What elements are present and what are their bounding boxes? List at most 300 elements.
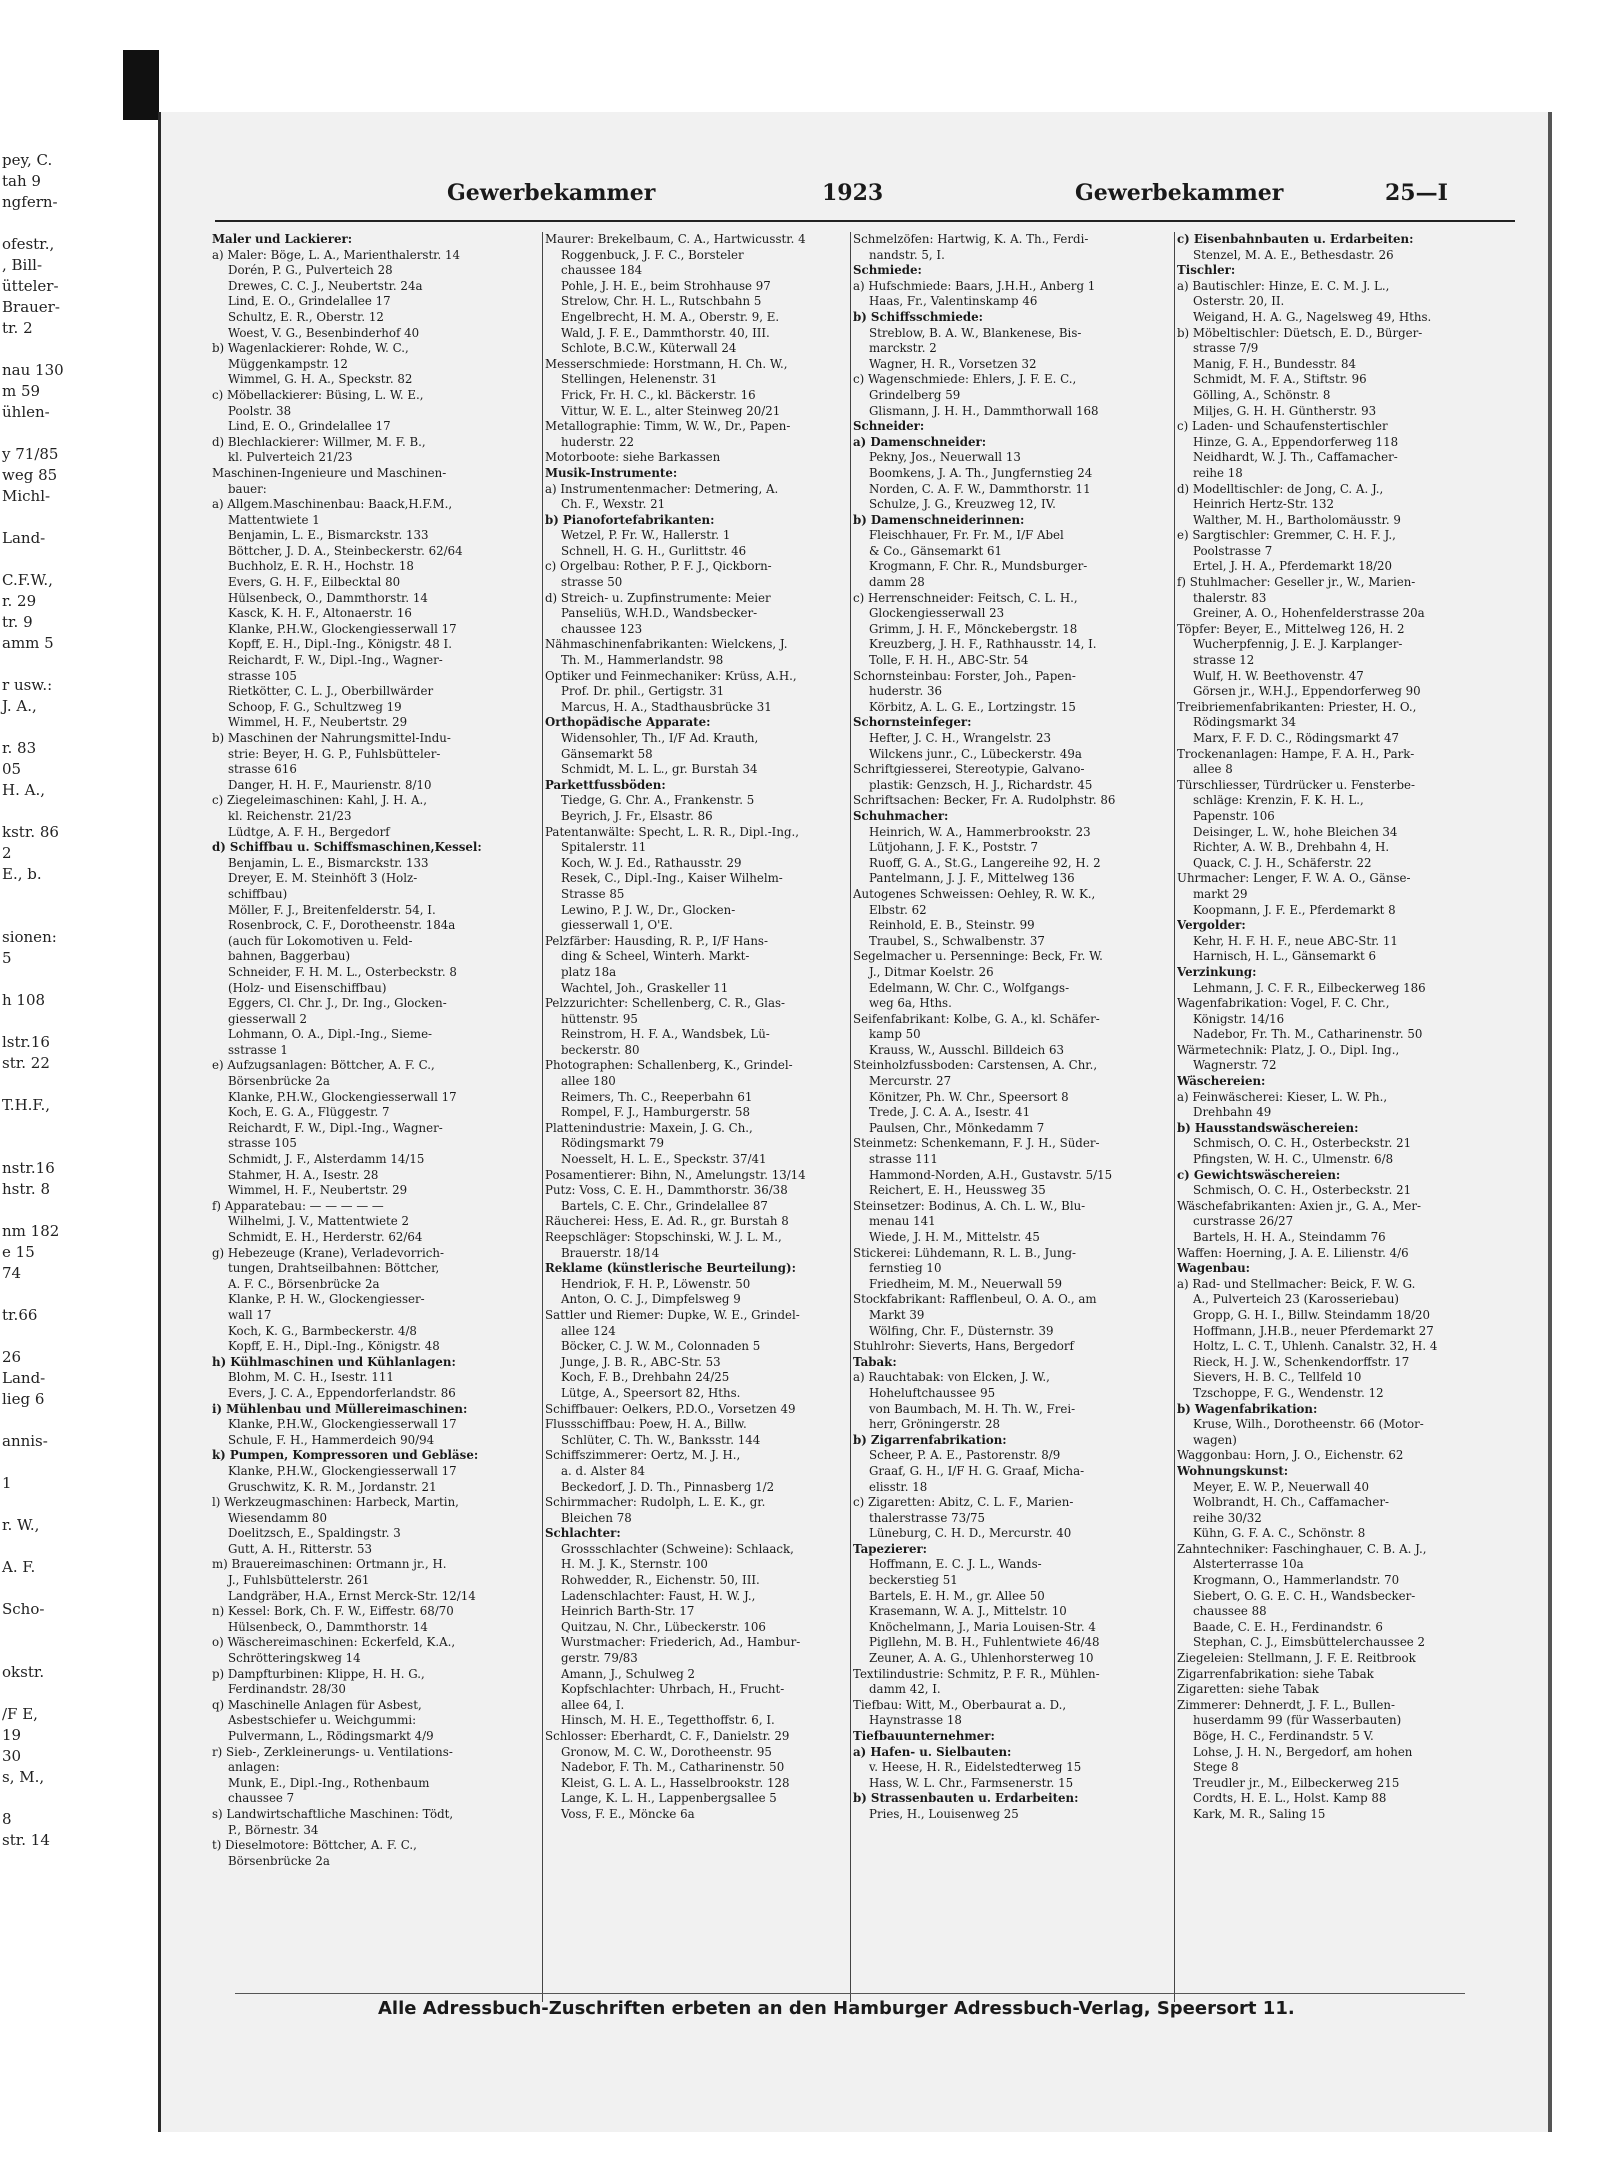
directory-entry: Dreyer, E. M. Steinhöft 3 (Holz- [228,871,418,886]
directory-entry: Greiner, A. O., Hohenfelderstrasse 20a [1193,606,1425,621]
directory-entry: Ch. F., Wexstr. 21 [561,497,666,512]
directory-entry: Beckedorf, J. D. Th., Pinnasberg 1/2 [561,1479,775,1494]
directory-entry: Türschliesser, Türdrücker u. Fensterbe- [1177,777,1415,792]
directory-entry: Reichardt, F. W., Dipl.-Ing., Wagner- [228,1120,443,1135]
fragment-line: ofestr., [2,235,55,253]
directory-entry: Marcus, H. A., Stadthausbrücke 31 [561,699,772,714]
directory-entry: Wald, J. F. E., Dammthorstr. 40, III. [561,325,770,340]
directory-entry: Putz: Voss, C. E. H., Dammthorstr. 36/38 [545,1183,788,1198]
directory-entry: q) Maschinelle Anlagen für Asbest, [212,1697,422,1712]
directory-entry: thalerstr. 83 [1193,590,1267,605]
directory-entry: Maurer: Brekelbaum, C. A., Hartwicusstr. 4 [545,232,806,246]
directory-entry: chaussee 88 [1193,1604,1267,1619]
directory-entry: Klanke, P.H.W., Glockengiesserwall 17 [228,1089,457,1104]
directory-entry: Könitzer, Ph. W. Chr., Speersort 8 [869,1089,1069,1104]
fragment-line: okstr. [2,1663,45,1681]
directory-entry: Schmiede: [853,263,922,278]
directory-entry: Stenzel, M. A. E., Bethesdastr. 26 [1193,247,1394,262]
directory-entry: Musik-Instrumente: [545,465,678,480]
directory-entry: Stockfabrikant: Rafflenbeul, O. A. O., am [853,1292,1097,1307]
directory-entry: Harnisch, H. L., Gänsemarkt 6 [1193,949,1377,964]
directory-entry: Woest, V. G., Besenbinderhof 40 [228,325,420,340]
fragment-line [0,906,150,927]
directory-entry: P., Börnestr. 34 [228,1822,319,1837]
directory-entry: Poolstr. 38 [228,403,292,418]
directory-entry: Lütjohann, J. F. K., Poststr. 7 [869,840,1038,855]
directory-entry: Seifenfabrikant: Kolbe, G. A., kl. Schäfer- [853,1011,1100,1026]
directory-entry: Anton, O. C. J., Dimpfelsweg 9 [561,1292,741,1307]
directory-entry: Reichardt, F. W., Dipl.-Ing., Wagner- [228,653,443,668]
directory-entry: strasse 616 [228,762,297,777]
directory-entry: Stickerei: Lühdemann, R. L. B., Jung- [853,1245,1077,1260]
directory-entry: Schmelzöfen: Hartwig, K. A. Th., Ferdi- [853,232,1089,246]
header-rule [215,220,1515,222]
directory-entry: c) Gewichtswäschereien: [1177,1167,1341,1182]
directory-entry: Lütge, A., Speersort 82, Hths. [561,1385,741,1400]
directory-entry: Nähmaschinenfabrikanten: Wielckens, J. [545,637,788,652]
directory-entry: Klanke, P.H.W., Glockengiesserwall 17 [228,621,457,636]
directory-entry: Schlüter, C. Th. W., Banksstr. 144 [561,1432,761,1447]
column-3 [853,232,1171,2002]
directory-entry: Papenstr. 106 [1193,808,1275,823]
directory-entry: ding & Scheel, Winterh. Markt- [561,949,750,964]
directory-entry: strasse 111 [869,1152,938,1167]
directory-entry: Koch, K. G., Barmbeckerstr. 4/8 [228,1323,417,1338]
directory-entry: Th. M., Hammerlandstr. 98 [561,653,724,668]
directory-entry: Grindelberg 59 [869,387,961,402]
directory-entry: Schriftsachen: Becker, Fr. A. Rudolphstr. 86 [853,793,1116,808]
directory-entry: Friedheim, M. M., Neuerwall 59 [869,1276,1063,1291]
column-divider [542,232,543,2002]
right-margin [1550,112,1600,2132]
directory-entry: Hoffmann, J.H.B., neuer Pferdemarkt 27 [1193,1323,1434,1338]
directory-entry: f) Apparatebau: — — — — — [212,1198,384,1213]
directory-entry: Koch, W. J. Ed., Rathausstr. 29 [561,855,742,870]
directory-entry: Krogmann, F. Chr. R., Mundsburger- [869,559,1088,574]
directory-entry: Pfingsten, W. H. C., Ulmenstr. 6/8 [1193,1152,1394,1167]
directory-entry: Krauss, W., Ausschl. Billdeich 63 [869,1042,1064,1057]
directory-entry: Rosenbrock, C. F., Dorotheenstr. 184a [228,918,456,933]
fragment-line: 05 [2,760,22,778]
directory-entry: Posamentierer: Bihn, N., Amelungstr. 13/14 [545,1167,806,1182]
directory-entry: Grimm, J. H. F., Mönckebergstr. 18 [869,621,1078,636]
directory-entry: c) Orgelbau: Rother, P. F. J., Qickborn- [545,559,772,574]
directory-entry: Tzschoppe, F. G., Wendenstr. 12 [1193,1385,1384,1400]
directory-entry: Landgräber, H.A., Ernst Merck-Str. 12/14 [228,1588,476,1603]
fragment-line: 26 [2,1348,22,1366]
directory-entry: Wimmel, G. H. A., Speckstr. 82 [228,372,413,387]
directory-entry: Richter, A. W. B., Drehbahn 4, H. [1193,840,1390,855]
directory-entry: Stephan, C. J., Eimsbüttelerchaussee 2 [1193,1635,1426,1650]
directory-entry: nandstr. 5, I. [869,247,945,262]
directory-entry: a) Maler: Böge, L. A., Marienthalerstr. 14 [212,247,461,262]
directory-entry: Möller, F. J., Breitenfelderstr. 54, I. [228,902,436,917]
directory-entry: damm 28 [869,575,925,590]
directory-entry: Wachtel, Joh., Graskeller 11 [561,980,729,995]
fragment-line: ngfern- [2,193,58,211]
directory-entry: Töpfer: Beyer, E., Mittelweg 126, H. 2 [1177,621,1405,636]
directory-entry: (Holz- und Eisenschiffbau) [228,980,387,995]
directory-entry: giesserwall 2 [228,1011,307,1026]
directory-entry: Photographen: Schallenberg, K., Grindel- [545,1058,793,1073]
directory-entry: Kasck, K. H. F., Altonaerstr. 16 [228,606,412,621]
directory-entry: Buchholz, E. R. H., Hochstr. 18 [228,559,414,574]
directory-entry: i) Mühlenbau und Müllereimaschinen: [212,1401,468,1416]
directory-entry: Steinholzfussboden: Carstensen, A. Chr., [853,1058,1098,1073]
directory-entry: a) Rauchtabak: von Elcken, J. W., [853,1370,1050,1385]
directory-entry: Stahmer, H. A., Isestr. 28 [228,1167,379,1182]
directory-entry: a) Hafen- u. Sielbauten: [853,1744,1012,1759]
directory-entry: Wilckens junr., C., Lübeckerstr. 49a [869,746,1082,761]
directory-entry: Hass, W. L. Chr., Farmsenerstr. 15 [869,1775,1074,1790]
directory-entry: Mattentwiete 1 [228,512,320,527]
directory-entry: Segelmacher u. Persenninge: Beck, Fr. W. [853,949,1103,964]
directory-entry: a) Allgem.Maschinenbau: Baack,H.F.M., [212,497,453,512]
directory-entry: Lewino, P. J. W., Dr., Glocken- [561,902,736,917]
fragment-line: amm 5 [2,634,54,652]
directory-entry: Gronow, M. C. W., Dorotheenstr. 95 [561,1744,772,1759]
directory-entry: h) Kühlmaschinen und Kühlanlagen: [212,1354,456,1369]
directory-entry: Messerschmiede: Horstmann, H. Ch. W., [545,356,788,371]
directory-entry: Wäschefabrikanten: Axien jr., G. A., Mer- [1177,1198,1422,1213]
directory-entry: Körbitz, A. L. G. E., Lortzingstr. 15 [869,699,1076,714]
directory-entry: c) Eisenbahnbauten u. Erdarbeiten: [1177,232,1414,246]
directory-entry: Hinsch, M. H. E., Tegetthoffstr. 6, I. [561,1713,775,1728]
fragment-line: tr. 9 [2,613,33,631]
directory-entry: Bartels, H. H. A., Steindamm 76 [1193,1230,1386,1244]
directory-entry: chaussee 7 [228,1791,295,1806]
directory-entry: Lind, E. O., Grindelallee 17 [228,419,391,434]
fragment-line: T.H.F., [2,1096,51,1114]
directory-entry: Haas, Fr., Valentinskamp 46 [869,294,1038,309]
directory-entry: Markt 39 [869,1307,925,1322]
fragment-line: r. W., [2,1516,40,1534]
directory-entry: marckstr. 2 [869,341,937,356]
directory-entry: Wetzel, P. Fr. W., Hallerstr. 1 [561,528,731,543]
directory-entry: Elbstr. 62 [869,902,927,917]
directory-entry: Tapezierer: [853,1541,928,1556]
fragment-line [0,1074,150,1095]
directory-entry: Motorboote: siehe Barkassen [545,450,721,465]
directory-entry: strasse 105 [228,1136,297,1151]
directory-entry: Quitzau, N. Chr., Lübeckerstr. 106 [561,1619,766,1634]
header-left: Gewerbekammer [447,180,656,206]
fragment-line: ühlen- [2,403,50,421]
directory-entry: Schnell, H. G. H., Gurlittstr. 46 [561,543,747,558]
directory-entry: Gänsemarkt 58 [561,746,653,761]
directory-entry: Kehr, H. F. H. F., neue ABC-Str. 11 [1193,933,1398,948]
directory-entry: Hülsenbeck, O., Dammthorstr. 14 [228,590,428,605]
directory-entry: Schornsteinbau: Forster, Joh., Papen- [853,668,1076,683]
directory-entry: Schoop, F. G., Schultzweg 19 [228,699,402,714]
directory-entry: Gropp, G. H. I., Billw. Steindamm 18/20 [1193,1307,1431,1322]
fragment-line: /F E, [2,1705,38,1723]
directory-entry: Stege 8 [1193,1760,1239,1775]
footer-notice: Alle Adressbuch-Zuschriften erbeten an den Hamburger Adressbuch-Verlag, Speersort 11. [378,1998,1295,2019]
directory-entry: elisstr. 18 [869,1479,928,1494]
directory-entry: Stellingen, Helenenstr. 31 [561,372,718,387]
directory-entry: Frick, Fr. H. C., kl. Bäckerstr. 16 [561,387,756,402]
directory-entry: Zigarrenfabrikation: siehe Tabak [1177,1666,1374,1681]
directory-entry: o) Wäschereimaschinen: Eckerfeld, K.A., [212,1635,456,1650]
directory-entry: Pantelmann, J. J. F., Mittelweg 136 [869,871,1075,886]
directory-entry: chaussee 123 [561,621,643,636]
column-1 [212,232,540,2002]
directory-entry: Norden, C. A. F. W., Dammthorstr. 11 [869,481,1091,496]
column-divider [850,232,851,2002]
directory-entry: Boomkens, J. A. Th., Jungfernstieg 24 [869,465,1093,480]
directory-entry: Trede, J. C. A. A., Isestr. 41 [869,1105,1031,1120]
fragment-line [0,1452,150,1473]
fragment-line: 5 [2,949,12,967]
directory-entry: Kopff, E. H., Dipl.-Ing., Königstr. 48 [228,1339,440,1354]
directory-entry: Ziegeleien: Stellmann, J. F. E. Reitbrook [1177,1651,1416,1666]
directory-entry: J., Fuhlsbüttelerstr. 261 [228,1573,370,1588]
directory-entry: reihe 30/32 [1193,1510,1262,1525]
directory-entry: d) Blechlackierer: Willmer, M. F. B., [212,434,426,449]
fragment-line: nm 182 [2,1222,60,1240]
directory-entry: Verzinkung: [1177,964,1257,979]
directory-entry: kamp 50 [869,1027,921,1042]
fragment-line [0,423,150,444]
directory-entry: menau 141 [869,1214,936,1229]
fragment-line: C.F.W., [2,571,53,589]
directory-entry: allee 64, I. [561,1697,625,1712]
directory-entry: Marx, F. F. D. C., Rödingsmarkt 47 [1193,731,1400,745]
directory-entry: Nadebor, Fr. Th. M., Catharinenstr. 50 [1193,1027,1423,1042]
directory-entry: Eggers, Cl. Chr. J., Dr. Ing., Glocken- [228,996,447,1011]
directory-entry: r) Sieb-, Zerkleinerungs- u. Ventilations- [212,1744,453,1759]
directory-entry: Graaf, G. H., I/F H. G. Graaf, Micha- [869,1463,1085,1478]
fragment-line [0,1011,150,1032]
directory-entry: Reinstrom, H. F. A., Wandsbek, Lü- [561,1027,770,1042]
directory-entry: Börsenbrücke 2a [228,1853,330,1868]
directory-entry: Schirmmacher: Rudolph, L. E. K., gr. [545,1495,766,1510]
directory-entry: tungen, Drahtseilbahnen: Böttcher, [228,1261,440,1276]
directory-entry: schiffbau) [228,886,288,901]
fragment-line: A. F. [2,1558,36,1576]
directory-entry: Treibriemenfabrikanten: Priester, H. O., [1177,699,1417,714]
directory-entry: Junge, J. B. R., ABC-Str. 53 [561,1354,721,1369]
directory-entry: Maler und Lackierer: [212,232,353,246]
fragment-line: h 108 [2,991,46,1009]
fragment-line: E., b. [2,865,42,883]
fragment-line [0,507,150,528]
directory-entry: Glockengiesserwall 23 [869,606,1005,621]
directory-entry: Hammond-Norden, A.H., Gustavstr. 5/15 [869,1167,1113,1182]
directory-entry: Schmidt, M. F. A., Stiftstr. 96 [1193,372,1367,387]
directory-entry: Kark, M. R., Saling 15 [1193,1806,1326,1821]
fragment-line: lstr.16 [2,1033,50,1051]
fragment-line: str. 14 [2,1831,50,1849]
directory-entry: Schmisch, O. C. H., Osterbeckstr. 21 [1193,1183,1412,1198]
directory-entry: a) Damenschneider: [853,434,987,449]
directory-entry: Wölfing, Chr. F., Düsternstr. 39 [869,1323,1054,1338]
fragment-line: r usw.: [2,676,53,694]
directory-entry: v. Heese, H. R., Eidelstedterweg 15 [869,1760,1082,1775]
directory-entry: Rödingsmarkt 79 [561,1136,665,1151]
directory-entry: Schule, F. H., Hammerdeich 90/94 [228,1432,435,1447]
directory-entry: Wurstmacher: Friederich, Ad., Hambur- [561,1635,801,1650]
directory-entry: Textilindustrie: Schmitz, P. F. R., Mühlen- [853,1666,1100,1681]
directory-entry: Lehmann, J. C. F. R., Eilbeckerweg 186 [1193,980,1426,995]
directory-entry: huderstr. 22 [561,434,635,449]
directory-entry: Wärmetechnik: Platz, J. O., Dipl. Ing., [1177,1042,1400,1057]
directory-entry: s) Landwirtschaftliche Maschinen: Tödt, [212,1806,454,1821]
directory-entry: Schrötteringskweg 14 [228,1651,361,1666]
directory-entry: Rietkötter, C. L. J., Oberbillwärder [228,684,434,699]
directory-entry: Zahntechniker: Faschinghauer, C. B. A. J., [1177,1541,1427,1556]
fragment-line: H. A., [2,781,45,799]
directory-entry: Schriftgiesserei, Stereotypie, Galvano- [853,762,1085,777]
directory-entry: Zeuner, A. A. G., Uhlenhorsterweg 10 [869,1651,1094,1666]
fragment-line: Michl- [2,487,51,505]
directory-entry: thalerstrasse 73/75 [869,1510,986,1525]
directory-entry: f) Stuhlmacher: Geseller jr., W., Marien- [1177,575,1416,590]
directory-entry: Drehbahn 49 [1193,1105,1272,1120]
fragment-line: tr.66 [2,1306,38,1324]
directory-entry: Traubel, S., Schwalbenstr. 37 [869,933,1045,948]
directory-entry: markt 29 [1193,886,1248,901]
fragment-line: 30 [2,1747,22,1765]
directory-entry: Wagenfabrikation: Vogel, F. C. Chr., [1177,996,1390,1011]
directory-entry: Reepschläger: Stopschinski, W. J. L. M., [545,1230,782,1244]
directory-entry: Strasse 85 [561,886,625,901]
directory-entry: Wäschereien: [1177,1074,1266,1089]
directory-entry: J., Ditmar Koelstr. 26 [869,964,994,979]
scan-marker [123,50,159,120]
directory-entry: Pohle, J. H. E., beim Strohhause 97 [561,278,771,293]
directory-entry: a) Feinwäscherei: Kieser, L. W. Ph., [1177,1089,1388,1104]
directory-entry: c) Möbellackierer: Büsing, L. W. E., [212,387,424,402]
directory-entry: e) Aufzugsanlagen: Böttcher, A. F. C., [212,1058,435,1073]
directory-entry: Kreuzberg, J. H. F., Rathhausstr. 14, I. [869,637,1097,652]
fragment-line: kstr. 86 [2,823,59,841]
directory-entry: Reimers, Th. C., Reeperbahn 61 [561,1089,753,1104]
directory-entry: n) Kessel: Bork, Ch. F. W., Eiffestr. 68/70 [212,1604,454,1619]
directory-entry: Pelzzurichter: Schellenberg, C. R., Glas- [545,996,786,1011]
fragment-line [0,1137,150,1158]
directory-entry: Streblow, B. A. W., Blankenese, Bis- [869,325,1082,340]
directory-entry: Schlachter: [545,1526,621,1541]
previous-page-fragment [0,150,150,2050]
directory-entry: Lohmann, O. A., Dipl.-Ing., Sieme- [228,1027,433,1042]
directory-entry: b) Maschinen der Nahrungsmittel-Indu- [212,731,451,745]
directory-entry: wall 17 [228,1307,272,1322]
directory-entry: c) Zigaretten: Abitz, C. L. F., Marien- [853,1495,1074,1510]
directory-entry: Parkettfussböden: [545,777,666,792]
fragment-line [0,1578,150,1599]
directory-entry: allee 124 [561,1323,616,1338]
directory-entry: chaussee 184 [561,263,643,278]
page-number: 25—I [1385,180,1448,206]
directory-entry: Stuhlrohr: Sieverts, Hans, Bergedorf [853,1339,1074,1354]
directory-entry: Pulvermann, L., Rödingsmarkt 4/9 [228,1729,434,1743]
fragment-line [0,1284,150,1305]
directory-entry: b) Pianofortefabrikanten: [545,512,715,527]
directory-entry: Vittur, W. E. L., alter Steinweg 20/21 [561,403,781,418]
directory-entry: Weigand, H. A. G., Nagelsweg 49, Hths. [1193,309,1432,324]
directory-entry: Heinrich Barth-Str. 17 [561,1604,695,1619]
directory-entry: Amann, J., Schulweg 2 [561,1666,696,1681]
directory-entry: Reichert, E. H., Heussweg 35 [869,1183,1046,1198]
fragment-line [0,213,150,234]
directory-entry: Bartels, E. H. M., gr. Allee 50 [869,1588,1045,1603]
directory-entry: k) Pumpen, Kompressoren und Gebläse: [212,1448,479,1463]
fragment-line: ütteler- [2,277,59,295]
directory-entry: Neidhardt, W. J. Th., Caffamacher- [1193,450,1398,465]
directory-entry: Fleischhauer, Fr. Fr. M., I/F Abel [869,528,1064,543]
directory-entry: Kleist, G. L. A. L., Hasselbrookstr. 128 [561,1775,790,1790]
directory-entry: Lüneburg, C. H. D., Mercurstr. 40 [869,1526,1072,1541]
directory-entry: Sattler und Riemer: Dupke, W. E., Grindel- [545,1307,800,1322]
directory-entry: Walther, M. H., Bartholomäusstr. 9 [1193,512,1401,527]
fragment-line: r. 83 [2,739,37,757]
directory-entry: strasse 12 [1193,653,1255,668]
fragment-line [0,969,150,990]
directory-entry: Koch, F. B., Drehbahn 24/25 [561,1370,730,1385]
directory-entry: Glismann, J. H. H., Dammthorwall 168 [869,403,1099,418]
directory-entry: Benjamin, L. E., Bismarckstr. 133 [228,528,429,543]
directory-entry: Evers, G. H. F., Eilbecktal 80 [228,575,401,590]
column-divider [1174,232,1175,2002]
fragment-line: tr. 2 [2,319,33,337]
directory-entry: b) Wagenfabrikation: [1177,1401,1318,1416]
fragment-line: Brauer- [2,298,60,316]
directory-entry: H. M. J. K., Sternstr. 100 [561,1557,708,1572]
fragment-line [0,339,150,360]
fragment-line [0,885,150,906]
directory-entry: Steinsetzer: Bodinus, A. Ch. L. W., Blu- [853,1198,1086,1213]
fragment-line [0,717,150,738]
directory-entry: Königstr. 14/16 [1193,1011,1285,1026]
directory-entry: Wolbrandt, H. Ch., Caffamacher- [1193,1495,1389,1510]
directory-entry: Schneider, F. H. M. L., Osterbeckstr. 8 [228,964,457,979]
directory-entry: damm 42, I. [869,1682,941,1697]
directory-entry: Lange, K. L. H., Lappenbergsallee 5 [561,1791,777,1806]
directory-entry: Klanke, P. H. W., Glockengiesser- [228,1292,425,1307]
directory-entry: Steinmetz: Schenkemann, F. J. H., Süder- [853,1136,1100,1151]
directory-entry: c) Ziegeleimaschinen: Kahl, J. H. A., [212,793,427,808]
directory-entry: Deisinger, L. W., hohe Bleichen 34 [1193,824,1398,839]
directory-entry: Hendriok, F. H. P., Löwenstr. 50 [561,1276,751,1291]
directory-entry: c) Laden- und Schaufenstertischler [1177,419,1388,434]
directory-entry: Rödingsmarkt 34 [1193,715,1297,730]
directory-entry: Alsterterrasse 10a [1193,1557,1304,1572]
directory-entry: giesserwall 1, O'E. [561,918,673,933]
fragment-line [0,801,150,822]
directory-entry: Lind, E. O., Grindelallee 17 [228,294,391,309]
fragment-line: str. 22 [2,1054,50,1072]
directory-entry: Panseliüs, W.H.D., Wandsbecker- [561,606,758,621]
directory-entry: wagen) [1193,1432,1237,1447]
directory-entry: Strelow, Chr. H. L., Rutschbahn 5 [561,294,762,309]
directory-entry: Ferdinandstr. 28/30 [228,1682,346,1697]
header-right: Gewerbekammer [1075,180,1284,206]
directory-entry: Zigaretten: siehe Tabak [1177,1682,1319,1697]
directory-entry: e) Sargtischler: Gremmer, C. H. F. J., [1177,528,1396,543]
directory-entry: Orthopädische Apparate: [545,715,711,730]
directory-entry: Rieck, H. J. W., Schenkendorffstr. 17 [1193,1354,1410,1369]
directory-entry: Pigllehn, M. B. H., Fuhlentwiete 46/48 [869,1635,1100,1650]
fragment-line [0,1641,150,1662]
fragment-line [0,549,150,570]
directory-entry: Mercurstr. 27 [869,1074,952,1089]
directory-entry: Rompel, F. J., Hamburgerstr. 58 [561,1105,751,1120]
directory-entry: Räucherei: Hess, E. Ad. R., gr. Burstah 8 [545,1214,789,1229]
fragment-line: pey, C. [2,151,53,169]
directory-entry: Engelbrecht, H. M. A., Oberstr. 9, E. [561,309,780,324]
